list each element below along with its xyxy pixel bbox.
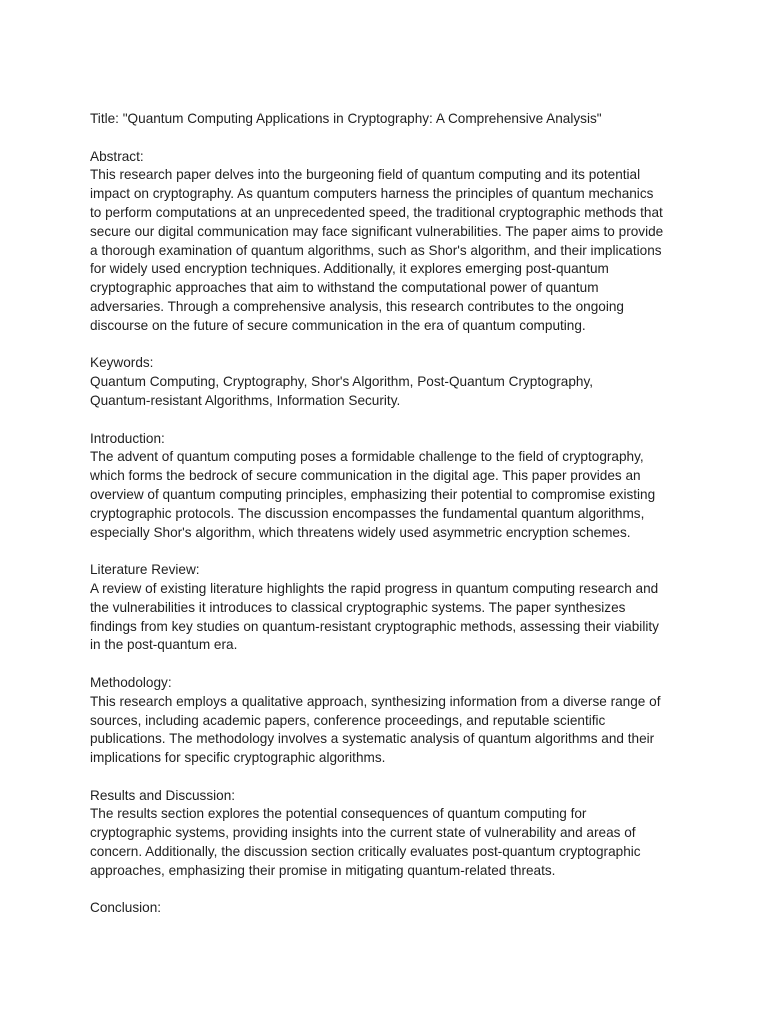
section-body-line: Quantum-resistant Algorithms, Information Security.	[90, 392, 401, 408]
section-body-line: the vulnerabilities it introduces to classical cryptographic systems. The paper synthesizes	[90, 599, 626, 615]
section-heading: Methodology:	[90, 674, 172, 690]
section-body-line: publications. The methodology involves a systematic analysis of quantum algorithms and their	[90, 731, 655, 747]
section-body-line: The advent of quantum computing poses a formidable challenge to the field of cryptography,	[90, 449, 644, 465]
section-body-line: cryptographic systems, providing insights into the current state of vulnerability and areas of	[90, 825, 636, 841]
section-abstract	[90, 148, 680, 336]
section-body-line: A review of existing literature highlights the rapid progress in quantum computing research and	[90, 580, 659, 596]
section-heading: Results and Discussion:	[90, 787, 236, 803]
section-heading: Introduction:	[90, 430, 165, 446]
section-body-line: This research paper delves into the burgeoning field of quantum computing and its potential	[90, 167, 641, 183]
section-introduction	[90, 430, 680, 543]
section-body-line: adversaries. Through a comprehensive analysis, this research contributes to the ongoing	[90, 298, 624, 314]
section-body-line: impact on cryptography. As quantum computers harness the principles of quantum mechanics	[90, 186, 654, 202]
section-body-line: cryptographic approaches that aim to withstand the computational power of quantum	[90, 280, 599, 296]
section-conclusion	[90, 899, 680, 918]
section-body-line: findings from key studies on quantum-resistant cryptographic methods, assessing their viability	[90, 618, 659, 634]
document-sections	[90, 148, 680, 919]
document-title: Title: "Quantum Computing Applications in Cryptography: A Comprehensive Analysis"	[90, 111, 602, 126]
section-body-line: which forms the bedrock of secure communication in the digital age. This paper provides an	[90, 468, 641, 484]
document-content	[90, 110, 680, 937]
section-body-line: sources, including academic papers, conference proceedings, and reputable scientific	[90, 712, 606, 728]
section-methodology	[90, 674, 680, 768]
section-body-line: a thorough examination of quantum algorithms, such as Shor's algorithm, and their implications	[90, 242, 662, 258]
section-heading: Abstract:	[90, 148, 144, 164]
section-heading: Conclusion:	[90, 900, 162, 916]
section-keywords	[90, 354, 680, 410]
section-body-line: cryptographic protocols. The discussion encompasses the fundamental quantum algorithms,	[90, 505, 645, 521]
section-heading: Literature Review:	[90, 562, 200, 578]
section-body-line: approaches, emphasizing their promise in mitigating quantum-related threats.	[90, 862, 556, 878]
section-body-line: This research employs a qualitative approach, synthesizing information from a diverse range of	[90, 693, 661, 709]
section-body-line: discourse on the future of secure communication in the era of quantum computing.	[90, 317, 586, 333]
section-body-line: in the post-quantum era.	[90, 637, 238, 653]
section-body-line: for widely used encryption techniques. Additionally, it explores emerging post-quantum	[90, 261, 609, 277]
section-body-line: implications for specific cryptographic algorithms.	[90, 750, 386, 766]
section-body-line: secure our digital communication may face significant vulnerabilities. The paper aims to provide	[90, 223, 664, 239]
section-body-line: especially Shor's algorithm, which threatens widely used asymmetric encryption schemes.	[90, 524, 631, 540]
section-body-line: overview of quantum computing principles, emphasizing their potential to compromise existing	[90, 486, 656, 502]
section-body-line: The results section explores the potential consequences of quantum computing for	[90, 806, 587, 822]
section-body-line: concern. Additionally, the discussion section critically evaluates post-quantum cryptographic	[90, 844, 641, 860]
section-body-line: Quantum Computing, Cryptography, Shor's Algorithm, Post-Quantum Cryptography,	[90, 374, 594, 390]
section-body-line: to perform computations at an unprecedented speed, the traditional cryptographic methods that	[90, 204, 663, 220]
section-heading: Keywords:	[90, 355, 154, 371]
section-literature-review	[90, 561, 680, 655]
section-results-and-discussion	[90, 787, 680, 881]
